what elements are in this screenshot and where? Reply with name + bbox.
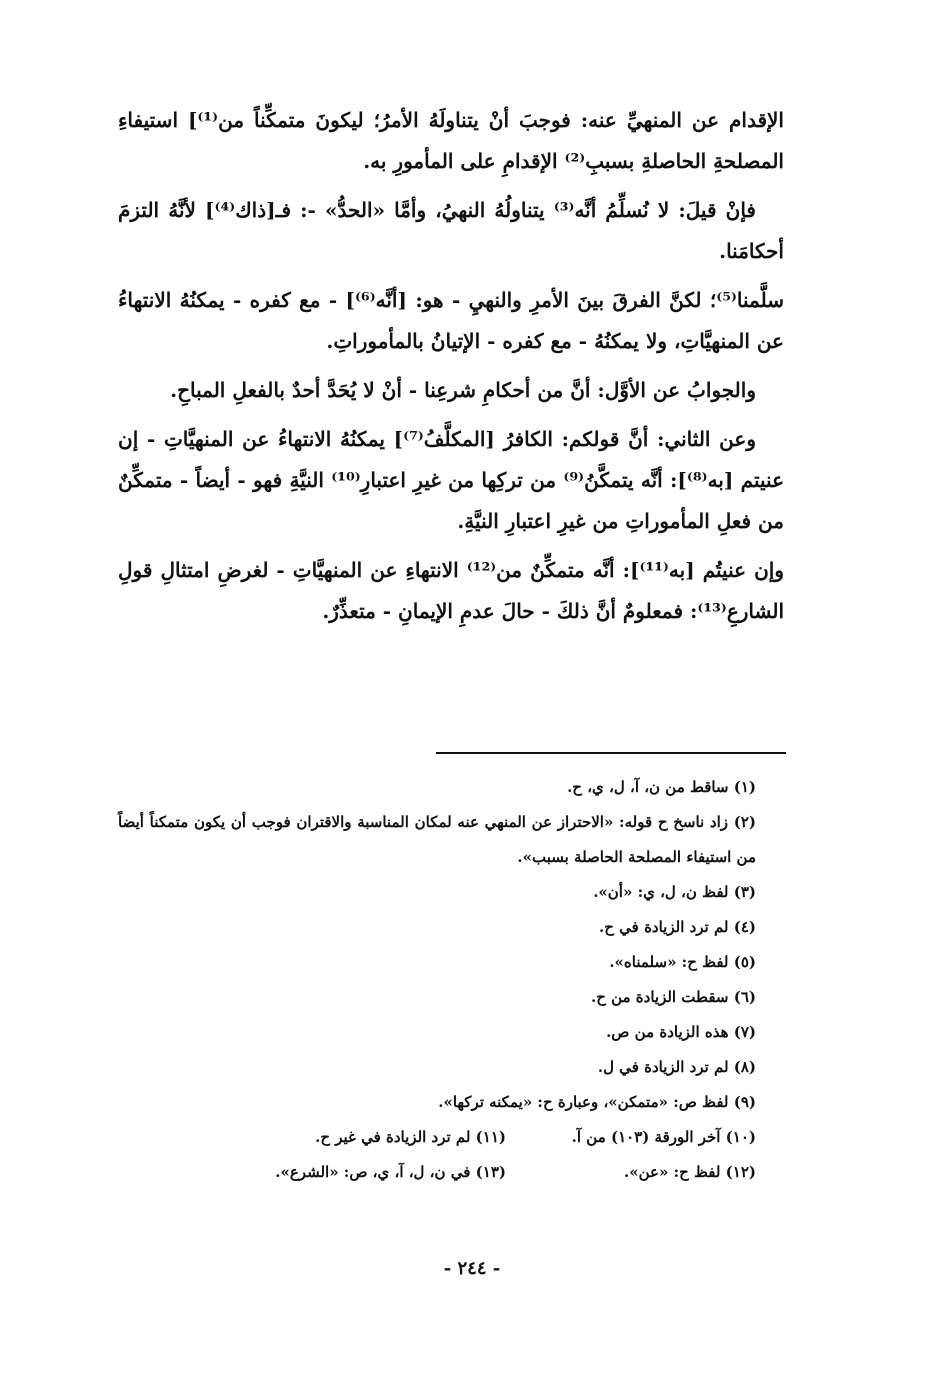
footnote-9: (٩) لفظ ص: «متمكن»، وعبارة ح: «يمكنه تركها». bbox=[438, 1093, 756, 1111]
paragraph-1: الإقدام عن المنهيِّ عنه: فوجبَ أنْ يتناولَهُ الأمرُ؛ ليكونَ متمكِّناً من⁽¹⁾] استيفاءِ المصلحةِ الحاصلةِ بسببِ⁽²⁾ الإقدامِ على المأمورِ به. bbox=[118, 108, 784, 173]
footnote-7: (٧) هذه الزيادة من ص. bbox=[606, 1023, 756, 1041]
paragraph-4: والجوابُ عن الأوَّل: أنَّ من أحكامِ شرعِنا - أنْ لا يُحَدَّ أحدٌ بالفعلِ المباحِ. bbox=[170, 378, 756, 402]
footnote-row-12-13 bbox=[118, 1155, 784, 1190]
footnote-11: (١١) لم ترد الزيادة في غير ح. bbox=[315, 1128, 506, 1146]
main-text bbox=[118, 100, 784, 640]
footnote-divider bbox=[436, 752, 786, 754]
paragraph-5: وعن الثاني: أنَّ قولكم: الكافرُ [المكلَّفُ⁽⁷⁾] يمكنُهُ الانتهاءُ عن المنهيَّاتِ - إن عنيتم [به⁽⁸⁾]: أنَّه يتمكَّنُ⁽⁹⁾ من تركِها من غيرِ اعتبارِ⁽¹⁰⁾ النيَّةِ فهو - أيضاً - متمكِّنٌ من فعلِ المأموراتِ من غيرِ اعتبارِ النيَّةِ. bbox=[118, 427, 785, 533]
footnote-row-10-11 bbox=[118, 1120, 784, 1155]
page-number: - ٢٤٤ - bbox=[443, 1258, 501, 1279]
footnote-12: (١٢) لفظ ح: «عن». bbox=[624, 1163, 756, 1181]
paragraph-6: وإن عنيتُم [به⁽¹¹⁾]: أنَّه متمكِّنٌ من⁽¹²⁾ الانتهاءِ عن المنهيَّاتِ - لغرضِ امتثالِ قولِ الشارعِ⁽¹³⁾: فمعلومٌ أنَّ ذلكَ - حالَ عدمِ الإيمانِ - متعذِّرٌ. bbox=[118, 558, 784, 623]
footnote-4: (٤) لم ترد الزيادة في ح. bbox=[599, 918, 756, 936]
footnote-6: (٦) سقطت الزيادة من ح. bbox=[590, 988, 756, 1006]
footnotes bbox=[118, 770, 784, 1190]
footnote-3: (٣) لفظ ن، ل، ي: «أن». bbox=[593, 883, 756, 901]
footnote-2: (٢) زاد ناسخ ح قوله: «الاحتراز عن المنهي عنه لمكان المناسبة والاقتران فوجب أن يكون متمكناً أيضاً من استيفاء المصلحة الحاصلة بسبب». bbox=[118, 813, 756, 866]
footnote-10: (١٠) آخر الورقة (١٠٣) من آ. bbox=[571, 1128, 756, 1146]
footnote-8: (٨) لم ترد الزيادة في ل. bbox=[597, 1058, 756, 1076]
footnote-1: (١) ساقط من ن، آ، ل، ي، ح. bbox=[567, 778, 756, 796]
paragraph-2: فإنْ قيلَ: لا نُسلِّمُ أنَّه⁽³⁾ يتناولُهُ النهيُ، وأمَّا «الحدُّ» -: فـ[ذاك⁽⁴⁾] لأنَّهُ التزمَ أحكامَنا. bbox=[118, 198, 784, 263]
footnote-13: (١٣) في ن، ل، آ، ي، ص: «الشرع». bbox=[275, 1163, 506, 1181]
paragraph-3: سلَّمنا⁽⁵⁾؛ لكنَّ الفرقَ بينَ الأمرِ والنهيِ - هو: [أنَّه⁽⁶⁾] - مع كفره - يمكنُهُ الانتهاءُ عن المنهيَّاتِ، ولا يمكنُهُ - مع كفره - الإتيانُ بالمأموراتِ. bbox=[118, 288, 784, 353]
footnote-5: (٥) لفظ ح: «سلمناه». bbox=[609, 953, 756, 971]
